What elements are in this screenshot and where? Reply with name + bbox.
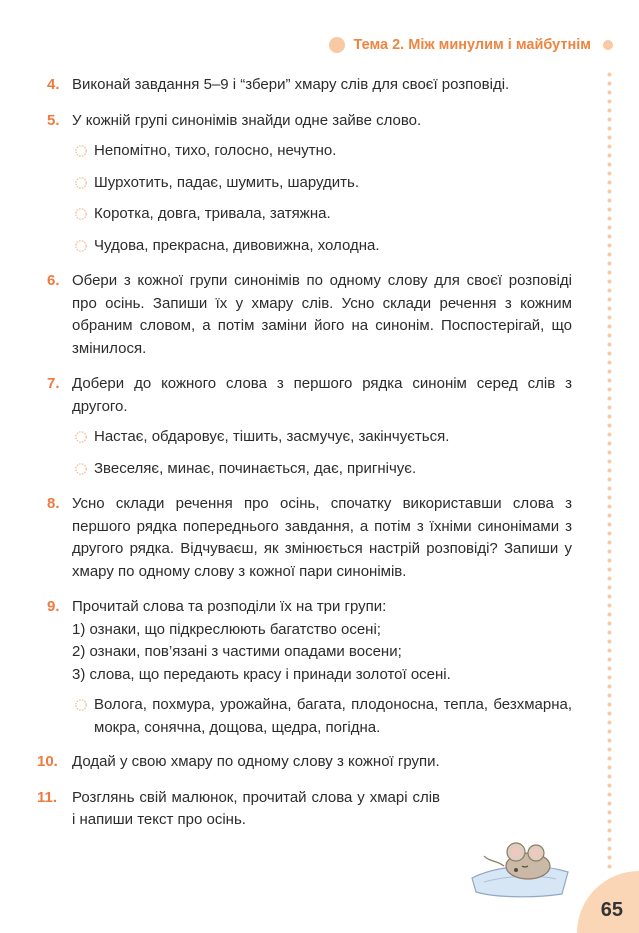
task-number: 5. <box>47 111 60 129</box>
task-number: 4. <box>47 76 60 93</box>
list-item-text: Непомітно, тихо, голосно, нечутно. <box>94 142 337 159</box>
task-number: 8. <box>47 495 60 512</box>
task-10 <box>37 751 572 774</box>
header-dot-icon <box>329 37 345 53</box>
task-text: Добери до кожного слова з першого рядка синонім серед слів з другого. <box>72 375 572 415</box>
list-item-text: Настає, обдаровує, тішить, засмучує, закінчується. <box>94 428 450 445</box>
task-text: Виконай завдання 5–9 і “збери” хмару слів для своєї розповіді. <box>72 76 510 93</box>
task-text: Усно склади речення про осінь, спочатку використавши слова з першого рядка попереднього завдання, а потім з їхніми синонімами з другого рядка. Відчуваєш, як змінюється настрій розповіді? Запиши у хмару по одному слову з кожної пари синонімів. <box>72 495 572 580</box>
group-criterion: 1) ознаки, що підкреслюють багатство осені; <box>72 620 381 638</box>
page-number: 65 <box>600 899 623 921</box>
list-item <box>72 203 572 226</box>
task-number: 7. <box>47 375 60 392</box>
list-item-text: Коротка, довга, тривала, затяжна. <box>94 205 331 222</box>
sleeping-mouse-illustration <box>466 832 574 900</box>
list-item <box>72 140 572 163</box>
task-9 <box>47 596 572 739</box>
task-text: У кожній групі синонімів знайди одне зайве слово. <box>72 111 422 129</box>
sun-bullet-icon <box>74 239 88 253</box>
task-7 <box>47 373 572 480</box>
group-criterion: 3) слова, що передають красу і принади золотої осені. <box>72 665 451 683</box>
list-item <box>72 694 572 739</box>
sun-bullet-icon <box>74 430 88 444</box>
page-header <box>329 35 613 55</box>
word-set <box>72 694 572 739</box>
list-item <box>72 172 572 195</box>
task-text: Обери з кожної групи синонімів по одному слову для своєї розповіді про осінь. Запиши їх у хмару слів. Усно склади речення з кожним обраним словом, а потім заміни його на синонім. Поспостерігай, що змінилося. <box>72 272 572 357</box>
task-8 <box>47 493 572 583</box>
task-number: 10. <box>37 753 58 770</box>
task-6 <box>47 270 572 360</box>
list-item <box>72 235 572 258</box>
sun-bullet-icon <box>74 144 88 158</box>
group-criterion: 2) ознаки, пов’язані з частими опадами восени; <box>72 643 402 660</box>
header-dot-small-icon <box>603 40 613 50</box>
task-text: Додай у свою хмару по одному слову з кожної групи. <box>72 753 440 770</box>
list-item-text: Звеселяє, минає, починається, дає, пригнічує. <box>94 459 417 477</box>
task-4 <box>47 74 570 97</box>
list-item-text: Шурхотить, падає, шумить, шарудить. <box>94 173 360 191</box>
task-number: 6. <box>47 272 60 289</box>
topic-title: Тема 2. Між минулим і майбутнім <box>353 37 591 53</box>
task-5 <box>47 110 572 258</box>
task-11 <box>37 787 440 832</box>
dotted-border <box>607 70 612 870</box>
task-text: Прочитай слова та розподіли їх на три групи: <box>72 598 387 615</box>
list-item-text: Волога, похмура, урожайна, багата, плодоносна, тепла, безхмарна, мокра, сонячна, дощова, щедра, погідна. <box>94 696 572 736</box>
synonym-groups <box>72 140 572 257</box>
task-text: Розглянь свій малюнок, прочитай слова у хмарі слів і напиши текст про осінь. <box>72 788 440 828</box>
sun-bullet-icon <box>74 462 88 476</box>
word-rows <box>72 426 572 480</box>
sun-bullet-icon <box>74 698 88 712</box>
list-item <box>72 426 572 449</box>
list-item <box>72 458 572 481</box>
list-item-text: Чудова, прекрасна, дивовижна, холодна. <box>94 236 380 254</box>
task-number: 9. <box>47 598 60 615</box>
task-list <box>37 74 572 832</box>
sun-bullet-icon <box>74 207 88 221</box>
sun-bullet-icon <box>74 176 88 190</box>
task-number: 11. <box>37 788 58 806</box>
page-number-badge <box>577 871 639 933</box>
